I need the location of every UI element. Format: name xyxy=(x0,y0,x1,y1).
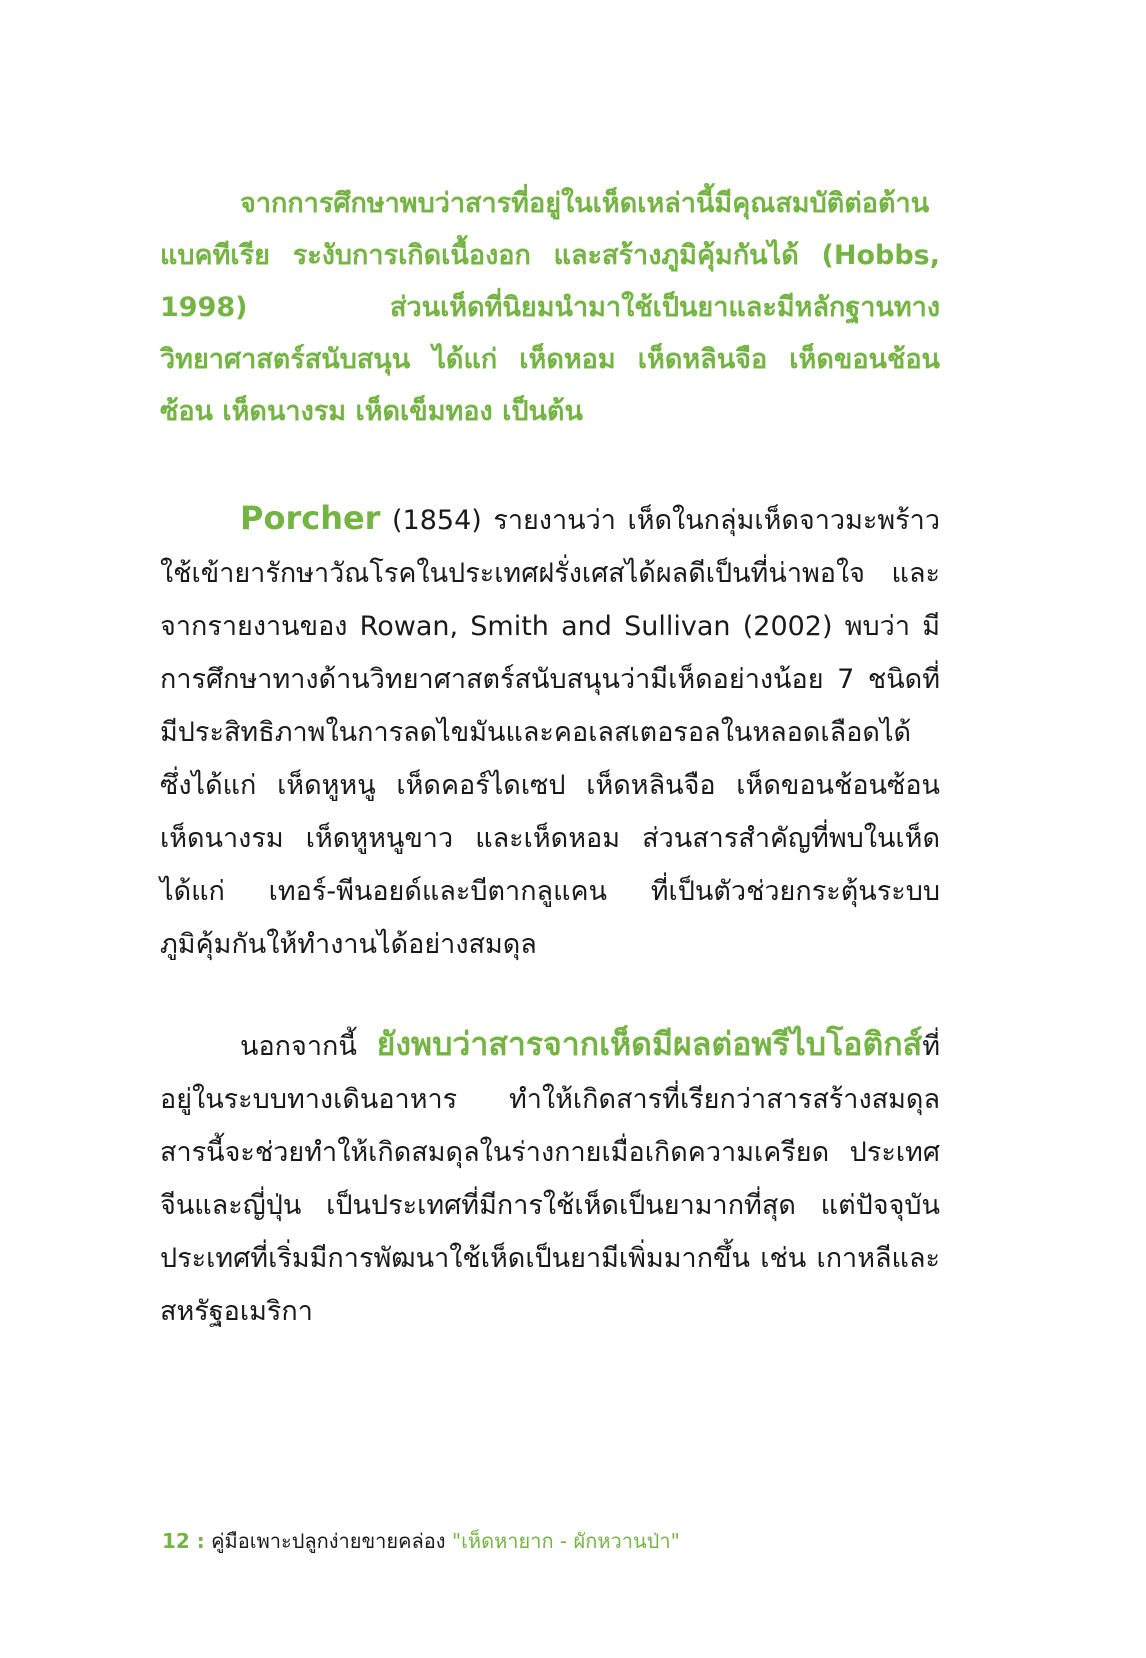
paragraph-prebiotics xyxy=(160,1018,940,1338)
paragraph2-text: (1854) รายงานว่า เห็ดในกลุ่มเห็ดจาวมะพร้าว ใช้เข้ายารักษาวัณโรคในประเทศฝรั่งเศสได้ผลดีเป็นที่น่าพอใจ และจากรายงานของ Rowan, Smith and Sullivan (2002) พบว่า มีการศึกษาทางด้านวิทยาศาสตร์สนับสนุนว่ามีเห็ดอย่างน้อย 7 ชนิดที่มีประสิทธิภาพในการลดไขมันและคอเลสเตอรอลในหลอดเลือดได้ ซึ่งได้แก่ เห็ดหูหนู เห็ดคอร์ไดเซป เห็ดหลินจือ เห็ดขอนช้อนซ้อน เห็ดนางรม เห็ดหูหนูขาว และเห็ดหอม ส่วนสารสำคัญที่พบในเห็ด ได้แก่ เทอร์-พีนอยด์และบีตากลูแคน ที่เป็นตัวช่วยกระตุ้นระบบภูมิคุ้มกันให้ทำงานได้อย่างสมดุล xyxy=(160,505,940,960)
paragraph-porcher-report xyxy=(160,492,940,971)
paragraph3-text: ที่อยู่ในระบบทางเดินอาหาร ทำให้เกิดสารที่เรียกว่าสารสร้างสมดุล สารนี้จะช่วยทำให้เกิดสมดุลในร่างกายเมื่อเกิดความเครียด ประเทศจีนและญี่ปุ่น เป็นประเทศที่มีการใช้เห็ดเป็นยามากที่สุด แต่ปัจจุบันประเทศที่เริ่มมีการพัฒนาใช้เห็ดเป็นยามีเพิ่มมากขึ้น เช่น เกาหลีและสหรัฐอเมริกา xyxy=(160,1031,940,1327)
paragraph1-text: จากการศึกษาพบว่าสารที่อยู่ในเห็ดเหล่านี้มีคุณสมบัติต่อต้านแบคทีเรีย ระงับการเกิดเนื้องอก และสร้างภูมิคุ้มกันได้ (Hobbs, 1998) ส่วนเห็ดที่นิยมนำมาใช้เป็นยาและมีหลักฐานทางวิทยาศาสตร์สนับสนุน ได้แก่ เห็ดหอม เห็ดหลินจือ เห็ดขอนช้อนซ้อน เห็ดนางรม เห็ดเข็มทอง เป็นต้น xyxy=(160,188,940,427)
paragraph3-lead: นอกจากนี้ xyxy=(240,1031,377,1062)
paragraph-mushroom-properties xyxy=(160,178,940,438)
porcher-name: Porcher xyxy=(240,499,381,537)
page-footer xyxy=(162,1525,680,1557)
book-title: คู่มือเพาะปลูกง่ายขายคล่อง xyxy=(204,1529,452,1553)
page-number: 12 : xyxy=(162,1529,205,1553)
prebiotics-highlight: ยังพบว่าสารจากเห็ดมีผลต่อพรีไบโอติกส์ xyxy=(376,1025,923,1063)
book-quoted-title: "เห็ดหายาก - ผักหวานป่า" xyxy=(451,1529,680,1553)
